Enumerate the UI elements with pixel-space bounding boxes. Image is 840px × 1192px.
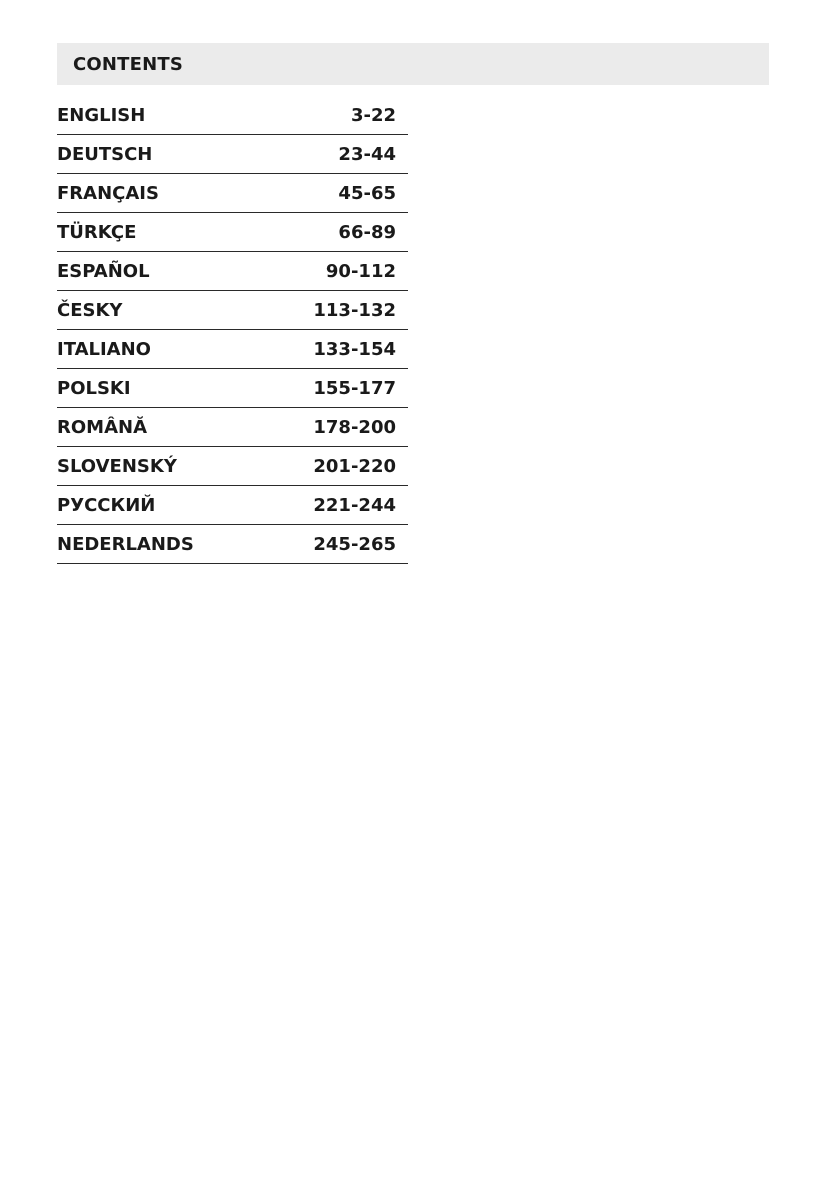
toc-row-italiano[interactable] (57, 330, 408, 369)
toc-page-range: 201-220 (313, 455, 396, 477)
toc-row-deutsch[interactable] (57, 135, 408, 174)
toc-language: ROMÂNĂ (57, 416, 147, 438)
toc-row-espanol[interactable] (57, 252, 408, 291)
toc-row-turkce[interactable] (57, 213, 408, 252)
toc-row-nederlands[interactable] (57, 525, 408, 564)
toc-language: ESPAÑOL (57, 260, 150, 282)
toc-row-francais[interactable] (57, 174, 408, 213)
toc-language: TÜRKÇE (57, 221, 137, 243)
toc-page-range: 3-22 (350, 104, 396, 126)
table-of-contents (57, 96, 408, 564)
toc-page-range: 23-44 (338, 143, 396, 165)
toc-row-cesky[interactable] (57, 291, 408, 330)
page-title: CONTENTS (73, 53, 184, 75)
toc-page-range: 245-265 (313, 533, 396, 555)
toc-language: POLSKI (57, 377, 131, 399)
toc-language: FRANÇAIS (57, 182, 159, 204)
toc-row-polski[interactable] (57, 369, 408, 408)
toc-page-range: 113-132 (313, 299, 396, 321)
toc-page-range: 155-177 (313, 377, 396, 399)
toc-row-romana[interactable] (57, 408, 408, 447)
toc-row-russkiy[interactable] (57, 486, 408, 525)
toc-language: РУССКИЙ (57, 494, 156, 516)
toc-language: DEUTSCH (57, 143, 153, 165)
toc-row-english[interactable] (57, 96, 408, 135)
toc-page-range: 45-65 (338, 182, 396, 204)
toc-page-range: 90-112 (325, 260, 396, 282)
contents-header (57, 43, 769, 85)
toc-page-range: 66-89 (338, 221, 396, 243)
toc-page-range: 133-154 (313, 338, 396, 360)
toc-page-range: 221-244 (313, 494, 396, 516)
toc-page-range: 178-200 (313, 416, 396, 438)
toc-language: NEDERLANDS (57, 533, 194, 555)
toc-language: SLOVENSKÝ (57, 455, 177, 477)
toc-language: ČESKY (57, 299, 123, 321)
toc-language: ITALIANO (57, 338, 151, 360)
toc-row-slovensky[interactable] (57, 447, 408, 486)
toc-language: ENGLISH (57, 104, 146, 126)
